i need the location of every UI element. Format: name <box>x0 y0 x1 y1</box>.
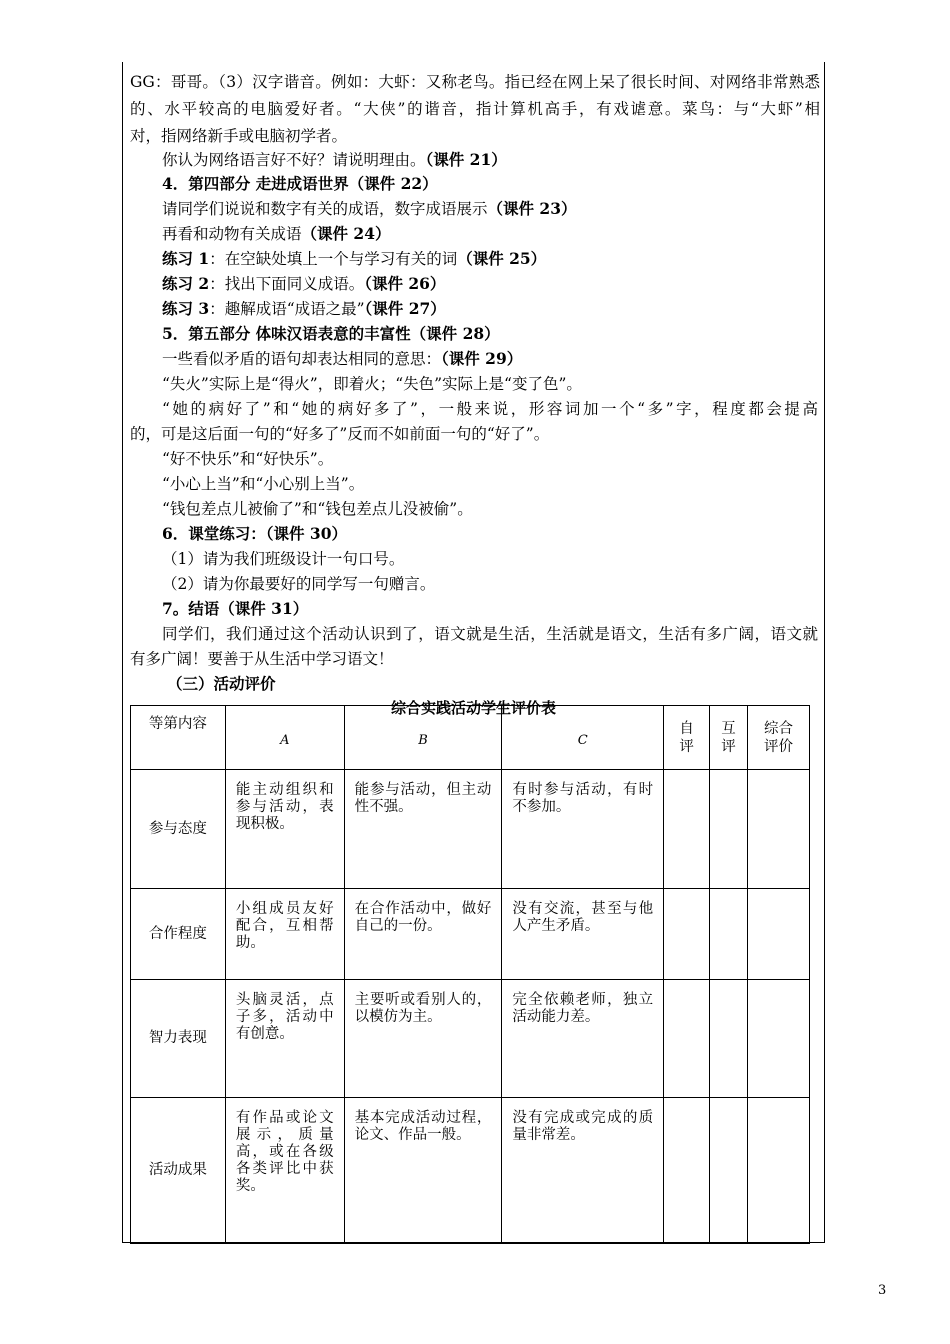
header-cell: 互评 <box>710 706 748 770</box>
header-cell: 综合评价 <box>748 706 810 770</box>
table-title: 综合实践活动学生评价表 <box>390 699 556 717</box>
section-heading: 7。结语（课件 31） <box>162 599 309 618</box>
self-eval-cell[interactable] <box>664 980 710 1098</box>
overall-eval-cell[interactable] <box>748 889 810 980</box>
level-c-cell: 没有完成或完成的质量非常差。 <box>502 1098 664 1244</box>
body-line: 有多广阔！要善于从生活中学习语文！ <box>130 650 394 668</box>
section-heading: 5．第五部分 体味汉语表意的丰富性（课件 28） <box>162 324 500 343</box>
level-b-cell: 能参与活动，但主动性不强。 <box>344 770 502 889</box>
header-cell: 自评 <box>664 706 710 770</box>
overall-eval-cell[interactable] <box>748 770 810 889</box>
header-cell: B <box>344 706 502 770</box>
level-a-cell: 有作品或论文展示，质量高，或在各级各类评比中获奖。 <box>225 1098 344 1244</box>
level-a-cell: 能主动组织和参与活动，表现积极。 <box>225 770 344 889</box>
section-heading: 6．课堂练习：（课件 30） <box>162 524 348 543</box>
body-line: 请同学们说说和数字有关的成语，数字成语展示（课件 23） <box>162 199 577 218</box>
header-cell: C <box>502 706 664 770</box>
peer-eval-cell[interactable] <box>710 1098 748 1244</box>
section-heading: （三）活动评价 <box>167 674 276 693</box>
level-c-cell: 完全依赖老师，独立活动能力差。 <box>502 980 664 1098</box>
body-line: “失火”实际上是“得火”，即着火；“失色”实际上是“变了色”。 <box>162 375 582 393</box>
level-c-cell: 有时参与活动，有时不参加。 <box>502 770 664 889</box>
row-label: 智力表现 <box>131 980 226 1098</box>
body-line: “好不快乐”和“好快乐”。 <box>162 450 334 468</box>
header-cell: A <box>225 706 344 770</box>
overall-eval-cell[interactable] <box>748 980 810 1098</box>
row-label: 参与态度 <box>131 770 226 889</box>
body-line: “小心上当”和“小心别上当”。 <box>162 475 365 493</box>
body-line: 的，可是这后面一句的“好多了”反而不如前面一句的“好了”。 <box>130 425 550 443</box>
exercise-line: 练习 1：在空缺处填上一个与学习有关的词（课件 25） <box>162 249 547 268</box>
table-row <box>131 1098 810 1244</box>
body-line: 你认为网络语言好不好？请说明理由。（课件 21） <box>162 150 507 169</box>
level-a-cell: 小组成员友好配合，互相帮助。 <box>225 889 344 980</box>
body-line: “她的病好了”和“她的病好多了”，一般来说，形容词加一个“多”字，程度都会提高 <box>162 400 818 418</box>
table-row <box>131 889 810 980</box>
level-b-cell: 基本完成活动过程，论文、作品一般。 <box>344 1098 502 1244</box>
level-b-cell: 主要听或看别人的，以模仿为主。 <box>344 980 502 1098</box>
body-line: GG：哥哥。（3）汉字谐音。例如：大虾：又称老鸟。指已经在网上呆了很长时间、对网络非常熟悉 <box>130 73 820 91</box>
self-eval-cell[interactable] <box>664 889 710 980</box>
header-cell: 等第内容 <box>131 706 226 770</box>
exercise-line: 练习 2：找出下面同义成语。（课件 26） <box>162 274 446 293</box>
evaluation-table <box>130 705 810 1244</box>
level-a-cell: 头脑灵活，点子多，活动中有创意。 <box>225 980 344 1098</box>
body-line: （2）请为你最要好的同学写一句赠言。 <box>162 575 436 593</box>
peer-eval-cell[interactable] <box>710 770 748 889</box>
table-row <box>131 770 810 889</box>
level-b-cell: 在合作活动中，做好自己的一份。 <box>344 889 502 980</box>
row-label: 活动成果 <box>131 1098 226 1244</box>
level-c-cell: 没有交流，甚至与他人产生矛盾。 <box>502 889 664 980</box>
exercise-line: 练习 3：趣解成语“成语之最”（课件 27） <box>162 299 446 318</box>
self-eval-cell[interactable] <box>664 1098 710 1244</box>
body-line: 再看和动物有关成语（课件 24） <box>162 224 391 243</box>
peer-eval-cell[interactable] <box>710 980 748 1098</box>
body-line: 对，指网络新手或电脑初学者。 <box>130 127 348 145</box>
body-line: 的、水平较高的电脑爱好者。“大侠”的谐音，指计算机高手，有戏谑意。菜鸟：与“大虾”相 <box>130 100 820 118</box>
peer-eval-cell[interactable] <box>710 889 748 980</box>
body-line: （1）请为我们班级设计一句口号。 <box>162 550 405 568</box>
page-number: 3 <box>878 1283 887 1298</box>
self-eval-cell[interactable] <box>664 770 710 889</box>
body-line: “钱包差点儿被偷了”和“钱包差点儿没被偷”。 <box>162 500 473 518</box>
overall-eval-cell[interactable] <box>748 1098 810 1244</box>
row-label: 合作程度 <box>131 889 226 980</box>
table-row <box>131 980 810 1098</box>
body-line: 同学们，我们通过这个活动认识到了，语文就是生活，生活就是语文，生活有多广阔，语文就 <box>162 625 818 643</box>
section-heading: 4．第四部分 走进成语世界（课件 22） <box>162 174 438 193</box>
body-line: 一些看似矛盾的语句却表达相同的意思：（课件 29） <box>162 349 523 368</box>
